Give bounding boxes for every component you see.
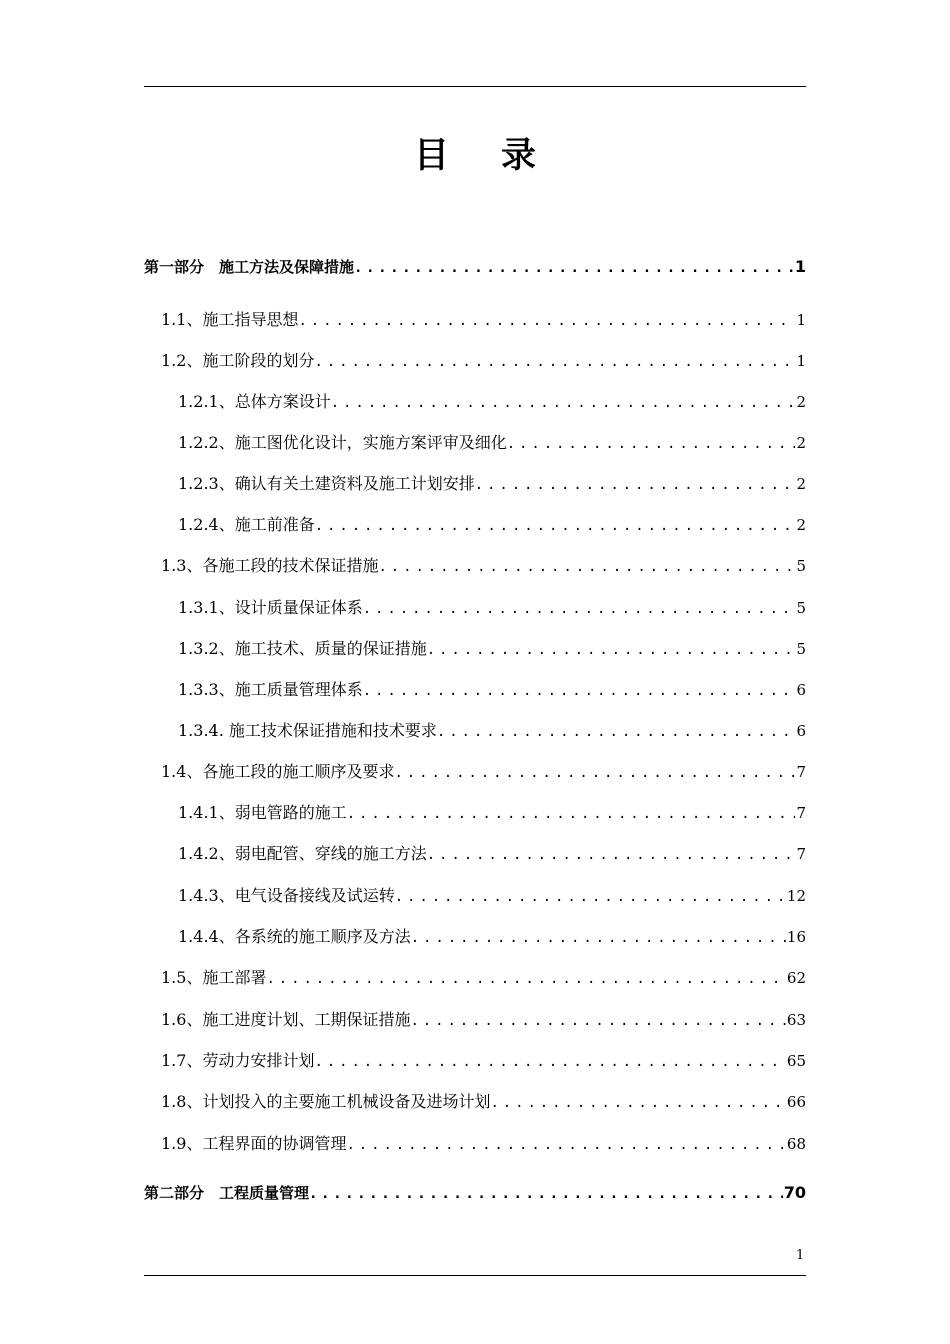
toc-entry-label: 1.6、施工进度计划、工期保证措施	[161, 1010, 411, 1029]
toc-entry[interactable]	[161, 553, 806, 575]
toc-entry[interactable]	[178, 636, 806, 658]
toc-leader-dots	[410, 1013, 785, 1029]
toc-leader-dots	[363, 601, 796, 617]
toc-entry-label: 1.2.4、施工前准备	[178, 515, 315, 534]
toc-entry-page: 7	[796, 845, 806, 863]
toc-entry-page: 63	[786, 1011, 806, 1029]
toc-entry-label: 1.3.1、设计质量保证体系	[178, 598, 363, 617]
toc-entry[interactable]	[178, 718, 806, 740]
toc-entry[interactable]	[161, 965, 806, 987]
toc-leader-dots	[437, 724, 796, 740]
toc-leader-dots	[427, 642, 796, 658]
toc-entry-label: 1.2.2、施工图优化设计，实施方案评审及细化	[178, 433, 507, 452]
toc-leader-dots	[475, 477, 796, 493]
toc-entry[interactable]	[161, 1007, 806, 1029]
toc-leader-dots	[346, 1137, 785, 1153]
toc-entry-label: 1.5、施工部署	[161, 968, 267, 987]
toc-entry-page: 5	[796, 557, 806, 575]
footer-page-number: 1	[796, 1248, 805, 1263]
toc-entry-label: 1.9、工程界面的协调管理	[161, 1134, 347, 1153]
toc-entry-label: 第一部分 施工方法及保障措施	[144, 258, 355, 276]
toc-entry-page: 70	[783, 1183, 806, 1202]
footer-rule	[144, 1275, 806, 1276]
toc-leader-dots	[314, 354, 795, 370]
toc-entry-page: 62	[786, 969, 806, 987]
toc-entry-label: 第二部分 工程质量管理	[144, 1184, 310, 1202]
toc-entry-label: 1.4.3、电气设备接线及试运转	[178, 886, 395, 905]
toc-leader-dots	[314, 1054, 785, 1070]
toc-entry-label: 1.2.3、确认有关土建资料及施工计划安排	[178, 474, 475, 493]
toc-entry-page: 1	[796, 311, 806, 329]
toc-entry-page: 1	[794, 257, 806, 276]
toc-entry[interactable]	[178, 677, 806, 699]
toc-entry[interactable]	[161, 307, 806, 329]
toc-leader-dots	[331, 395, 796, 411]
toc-entry-label: 1.4.1、弱电管路的施工	[178, 803, 347, 822]
toc-entry-label: 1.4.2、弱电配管、穿线的施工方法	[178, 844, 427, 863]
title-char-1: 目	[413, 136, 449, 176]
toc-entry-page: 5	[796, 640, 806, 658]
toc-entry[interactable]	[178, 595, 806, 617]
toc-entry-page: 7	[796, 763, 806, 781]
toc-leader-dots	[507, 436, 796, 452]
toc-entry[interactable]	[178, 800, 806, 822]
toc-entry[interactable]	[161, 759, 806, 781]
toc-entry[interactable]	[161, 1089, 806, 1111]
toc-entry[interactable]	[178, 471, 806, 493]
toc-part-entry[interactable]	[144, 1182, 806, 1204]
toc-entry[interactable]	[178, 883, 806, 905]
toc-leader-dots	[347, 806, 796, 822]
toc-entry[interactable]	[178, 924, 806, 946]
toc-entry-page: 2	[796, 434, 806, 452]
toc-leader-dots	[411, 930, 786, 946]
toc-leader-dots	[394, 765, 795, 781]
toc-entry-label: 1.1、施工指导思想	[161, 310, 299, 329]
toc-entry-page: 5	[796, 599, 806, 617]
toc-entry-page: 12	[786, 887, 806, 905]
toc-entry-label: 1.4.4、各系统的施工顺序及方法	[178, 927, 411, 946]
toc-entry[interactable]	[178, 512, 806, 534]
toc-entry-label: 1.2.1、总体方案设计	[178, 392, 331, 411]
toc-entry-label: 1.8、计划投入的主要施工机械设备及进场计划	[161, 1092, 491, 1111]
toc-leader-dots	[490, 1095, 785, 1111]
toc-leader-dots	[315, 518, 796, 534]
toc-entry-label: 1.3.2、施工技术、质量的保证措施	[178, 639, 427, 658]
title-char-2: 录	[501, 136, 537, 176]
toc-entry-page: 2	[796, 475, 806, 493]
toc-entry[interactable]	[161, 1048, 806, 1070]
toc-entry-page: 68	[786, 1135, 806, 1153]
toc-part-entry[interactable]	[144, 256, 806, 278]
toc-leader-dots	[354, 260, 794, 276]
toc-entry[interactable]	[161, 348, 806, 370]
toc-leader-dots	[378, 559, 795, 575]
toc-entry[interactable]	[161, 1131, 806, 1153]
toc-entry[interactable]	[178, 841, 806, 863]
toc-entry-label: 1.7、劳动力安排计划	[161, 1051, 315, 1070]
toc-entry-label: 1.3.4. 施工技术保证措施和技术要求	[178, 721, 437, 740]
toc-entry-label: 1.4、各施工段的施工顺序及要求	[161, 762, 395, 781]
toc-entry-page: 6	[796, 681, 806, 699]
toc-entry[interactable]	[178, 430, 806, 452]
toc-entry-page: 2	[796, 516, 806, 534]
toc-leader-dots	[363, 683, 796, 699]
toc-leader-dots	[427, 847, 796, 863]
toc-leader-dots	[309, 1186, 783, 1202]
toc-entry-label: 1.3.3、施工质量管理体系	[178, 680, 363, 699]
page-title	[0, 128, 950, 178]
toc-leader-dots	[298, 313, 795, 329]
toc-leader-dots	[266, 971, 785, 987]
header-rule	[144, 86, 806, 87]
toc-entry[interactable]	[178, 389, 806, 411]
toc-entry-page: 66	[786, 1093, 806, 1111]
toc-entry-page: 6	[796, 722, 806, 740]
toc-entry-page: 7	[796, 804, 806, 822]
toc-entry-label: 1.3、各施工段的技术保证措施	[161, 556, 379, 575]
toc-entry-label: 1.2、施工阶段的划分	[161, 351, 315, 370]
toc-entry-page: 1	[796, 352, 806, 370]
toc-entry-page: 16	[786, 928, 806, 946]
toc-entry-page: 2	[796, 393, 806, 411]
toc-leader-dots	[395, 889, 786, 905]
toc-entry-page: 65	[786, 1052, 806, 1070]
